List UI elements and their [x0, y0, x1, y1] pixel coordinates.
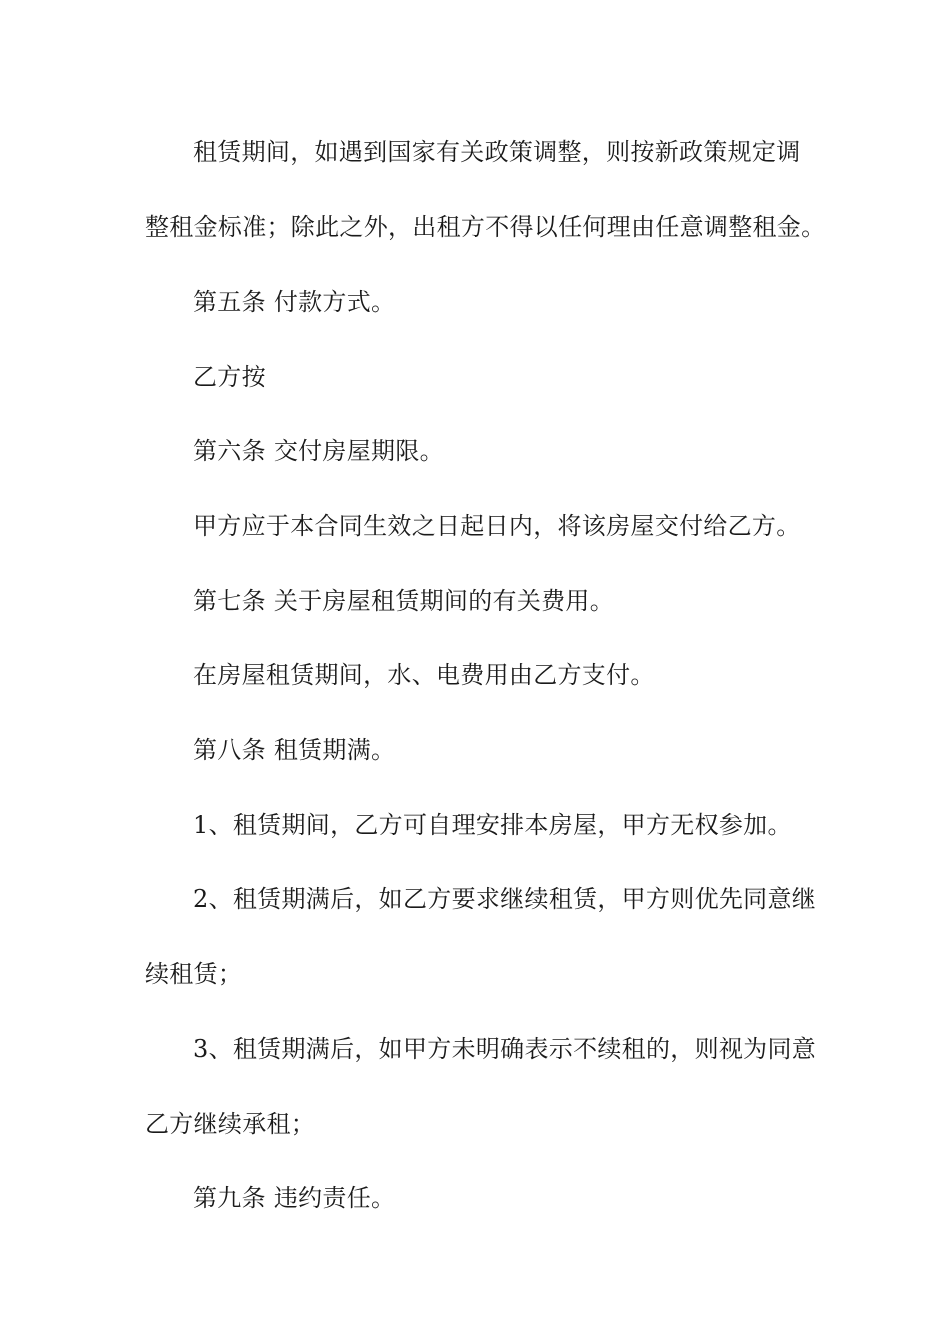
article-9-heading: 第九条 违约责任。 — [193, 1184, 396, 1212]
paragraph-line: 乙方继续承租； — [145, 1110, 316, 1138]
paragraph-line: 整租金标准；除此之外，出租方不得以任何理由任意调整租金。 — [145, 213, 826, 241]
article-7-heading: 第七条 关于房屋租赁期间的有关费用。 — [193, 587, 615, 615]
paragraph-line: 3、租赁期满后，如甲方未明确表示不续租的，则视为同意 — [193, 1035, 817, 1063]
article-5-heading: 第五条 付款方式。 — [193, 288, 396, 316]
paragraph-line: 续租赁； — [145, 960, 243, 988]
paragraph-line: 租赁期间，如遇到国家有关政策调整，则按新政策规定调 — [193, 138, 801, 166]
paragraph-line: 2、租赁期满后，如乙方要求继续租赁，甲方则优先同意继 — [193, 885, 817, 913]
paragraph-line: 乙方按 — [193, 363, 266, 391]
article-8-heading: 第八条 租赁期满。 — [193, 736, 396, 764]
paragraph-line: 甲方应于本合同生效之日起日内，将该房屋交付给乙方。 — [193, 512, 801, 540]
article-6-heading: 第六条 交付房屋期限。 — [193, 437, 444, 465]
paragraph-line: 在房屋租赁期间，水、电费用由乙方支付。 — [193, 661, 655, 689]
paragraph-line: 1、租赁期间，乙方可自理安排本房屋，甲方无权参加。 — [193, 811, 792, 839]
